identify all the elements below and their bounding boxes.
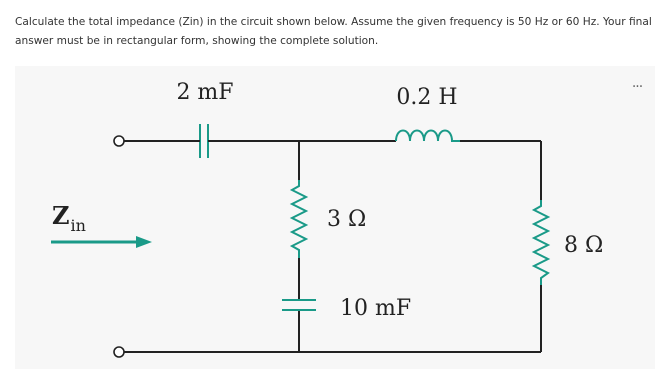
resistor-shunt xyxy=(292,180,306,258)
inductor-label: 0.2 H xyxy=(396,85,458,110)
question-text: Calculate the total impedance (Zin) in the circuit shown below. Assume the given frequency is 50 Hz or 60 Hz. Your final answer must be in rectangular form, showing the complete solution. xyxy=(15,16,652,47)
input-terminal-top xyxy=(114,136,124,146)
zin-label: $Z_{in}$ xyxy=(52,201,86,235)
wires xyxy=(124,141,541,352)
capacitor-series-label: 2 mF xyxy=(176,80,234,105)
capacitor-shunt xyxy=(282,300,316,310)
capacitor-series xyxy=(196,124,212,158)
resistor-shunt-label: 3 Ω xyxy=(327,207,367,232)
resistor-load xyxy=(534,200,548,285)
more-options-button[interactable]: ... xyxy=(631,75,643,91)
input-arrow-icon xyxy=(51,236,152,248)
capacitor-shunt-label: 10 mF xyxy=(340,296,412,321)
input-terminal-bottom xyxy=(114,347,124,357)
resistor-load-label: 8 Ω xyxy=(564,233,604,258)
inductor xyxy=(396,131,460,142)
